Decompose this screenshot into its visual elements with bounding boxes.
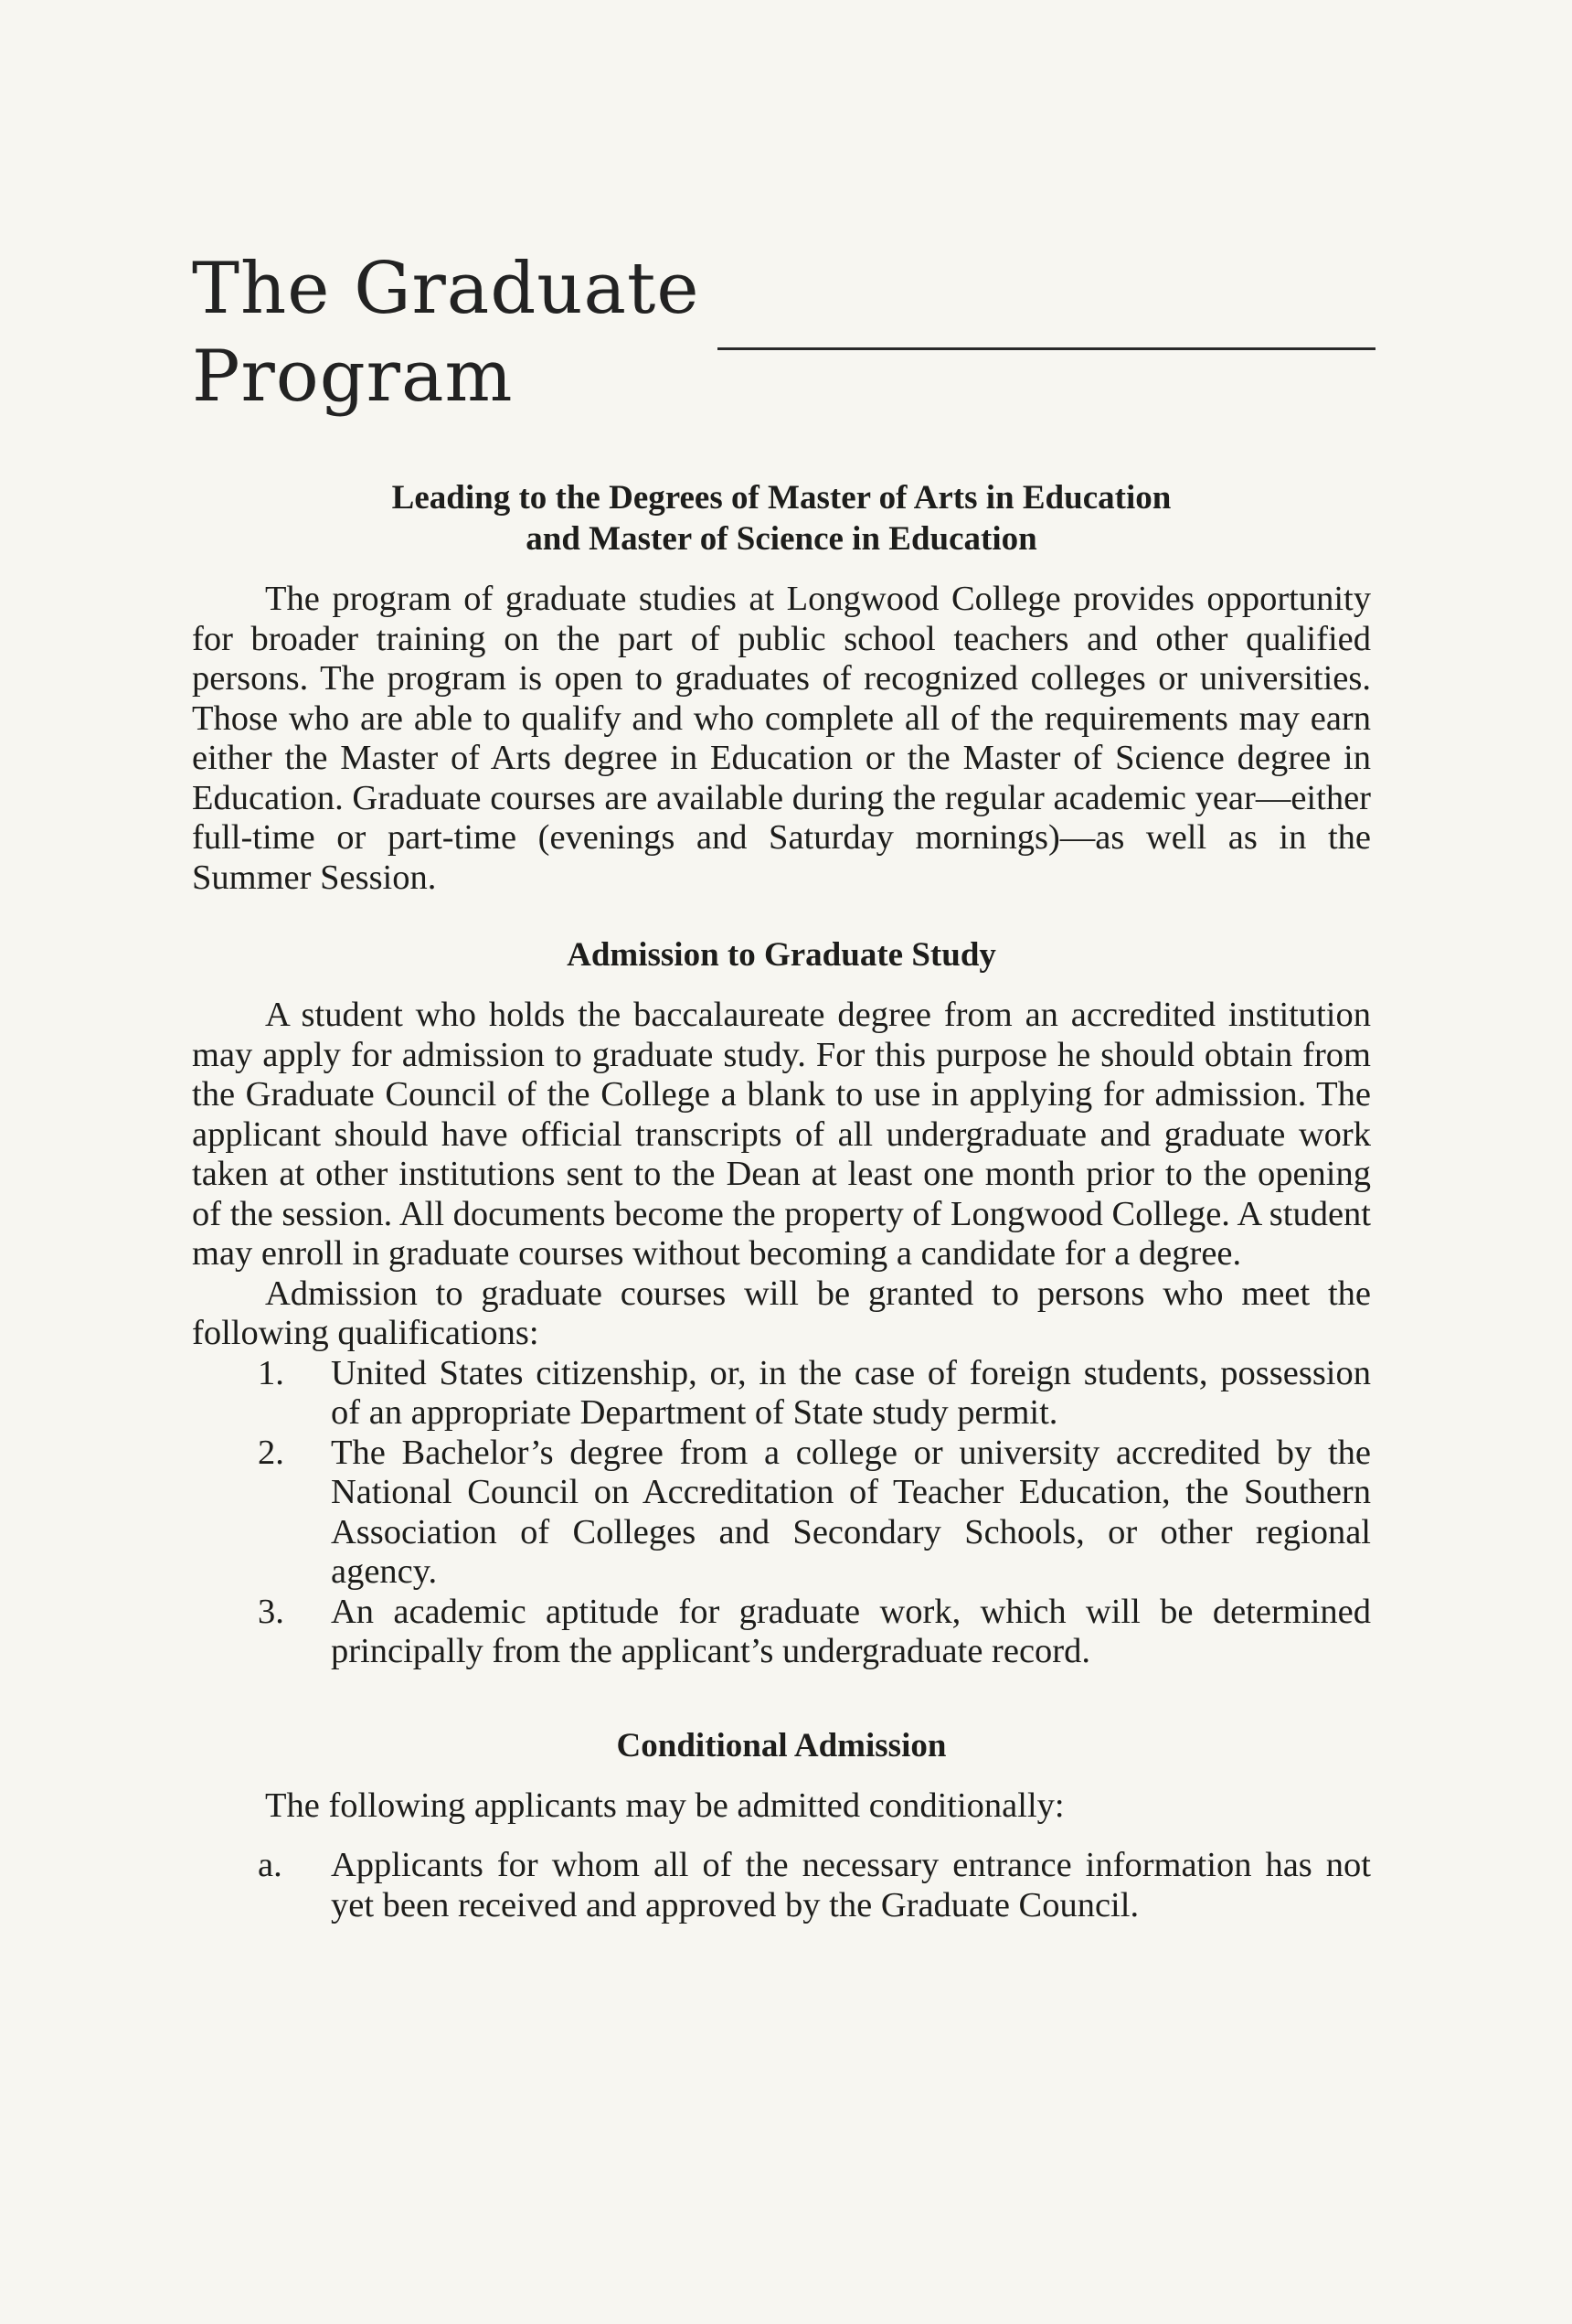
qualifications-list — [192, 1354, 1371, 1672]
conditional-heading: Conditional Admission — [616, 1726, 947, 1764]
list-item-text: United States citizenship, or, in the case of foreign students, possession of an appropriate Department of State study permit. — [331, 1353, 1371, 1432]
title-line-2: Program — [192, 336, 514, 418]
title-line-1: The Graduate — [192, 248, 700, 330]
list-item — [192, 1593, 1371, 1672]
list-item — [192, 1434, 1371, 1593]
main-content — [192, 477, 1371, 1925]
list-marker: 3. — [258, 1592, 284, 1631]
list-item-text: Applicants for whom all of the necessary entrance information has not yet been received and approved by the Graduate Council. — [331, 1846, 1371, 1924]
page-title — [192, 245, 700, 421]
admission-paragraph-2: Admission to graduate courses will be granted to persons who meet the following qualifications: — [192, 1274, 1371, 1352]
degrees-heading-line-2: and Master of Science in Education — [526, 520, 1037, 558]
conditional-intro: The following applicants may be admitted conditionally: — [265, 1786, 1065, 1825]
list-item — [192, 1846, 1371, 1925]
admission-heading: Admission to Graduate Study — [567, 936, 996, 974]
list-item-text: An academic aptitude for graduate work, which will be determined principally from the applicant’s undergraduate record. — [331, 1592, 1371, 1670]
degrees-heading-line-1: Leading to the Degrees of Master of Arts in Education — [391, 479, 1172, 517]
list-marker: 2. — [258, 1433, 284, 1472]
title-rule-divider — [717, 347, 1376, 350]
conditional-list — [192, 1846, 1371, 1925]
degrees-heading — [192, 477, 1371, 560]
list-item — [192, 1354, 1371, 1434]
list-marker: 1. — [258, 1353, 284, 1392]
list-marker: a. — [258, 1846, 282, 1884]
admission-paragraph-1: A student who holds the baccalaureate degree from an accredited institution may apply for admission to graduate study. For this purpose he should obtain from the Graduate Council of the College a blank to use in applying for admission. The applicant should have official transcripts of all undergraduate and graduate work taken at other institutions sent to the Dean at least one month prior to the opening of the session. All documents become the property of Longwood College. A student may enroll in graduate courses without becoming a candidate for a degree. — [192, 996, 1371, 1273]
list-item-text: The Bachelor’s degree from a college or university accredited by the National Council on Accreditation of Teacher Education, the Southern Association of Colleges and Secondary Schools, or other regional agency. — [331, 1433, 1371, 1591]
intro-paragraph: The program of graduate studies at Longwood College provides opportunity for broader training on the part of public school teachers and other qualified persons. The program is open to graduates of recognized colleges or universities. Those who are able to qualify and who complete all of the requirements may earn either the Master of Arts degree in Education or the Master of Science degree in Education. Graduate courses are available during the regular academic year—either full-time or part-time (evenings and Saturday mornings)—as well as in the Summer Session. — [192, 580, 1371, 897]
